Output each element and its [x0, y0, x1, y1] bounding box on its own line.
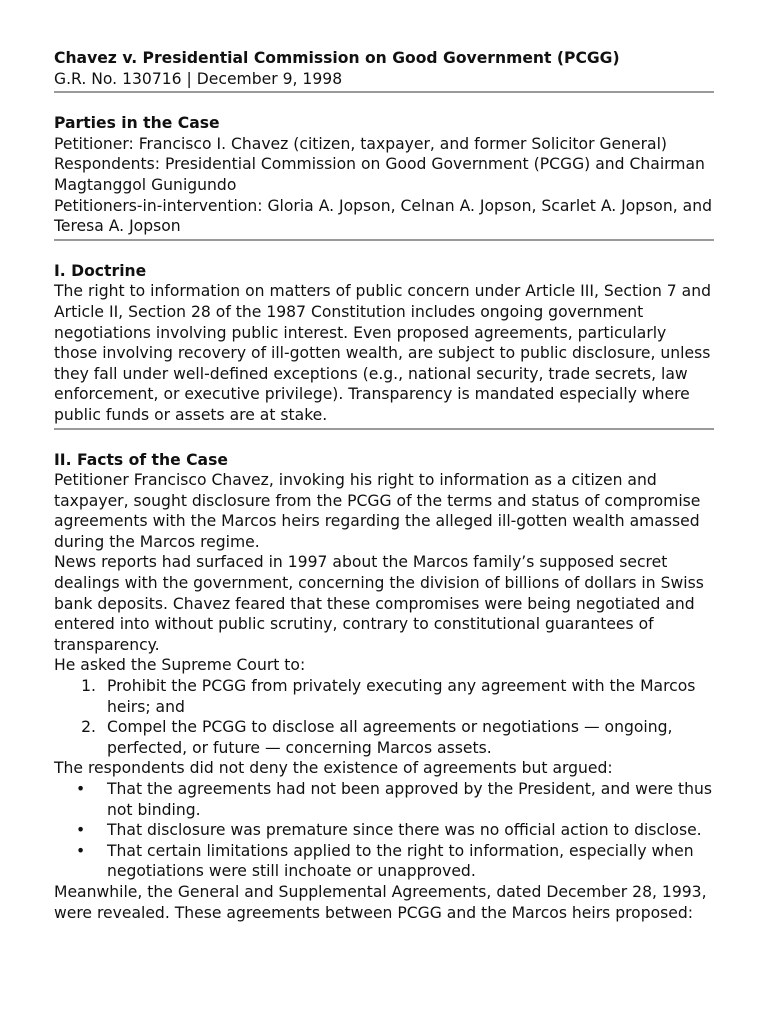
facts-section	[54, 450, 714, 924]
list-item-text: That disclosure was premature since there was no official action to disclose.	[107, 821, 702, 840]
list-item	[54, 779, 714, 820]
document-header	[54, 48, 714, 93]
respondents-line: Respondents: Presidential Commission on Good Government (PCGG) and Chairman Magtanggol Gunigundo	[54, 155, 705, 194]
list-item	[54, 676, 714, 717]
facts-paragraph: News reports had surfaced in 1997 about the Marcos family’s supposed secret dealings with the government, concerning the division of billions of dollars in Swiss bank deposits. Chavez feared that these compromises were being negotiated and entered into without public scrutiny, contrary to constitutional guarantees of transparency.	[54, 553, 704, 654]
facts-paragraph: Petitioner Francisco Chavez, invoking his right to information as a citizen and taxpayer, sought disclosure from the PCGG of the terms and status of compromise agreements with the Marcos heirs regarding the alleged ill-gotten wealth amassed during the Marcos regime.	[54, 471, 701, 551]
case-citation: G.R. No. 130716 | December 9, 1998	[54, 69, 343, 88]
list-item	[54, 820, 714, 841]
divider	[54, 91, 714, 93]
case-title: Chavez v. Presidential Commission on Good Government (PCGG)	[54, 49, 620, 67]
doctrine-text: The right to information on matters of public concern under Article III, Section 7 and Article II, Section 28 of the 1987 Constitution includes ongoing government negotiations involving public interest. Even proposed agreements, particularly those involving recovery of ill-gotten wealth, are subject to public disclosure, unless they fall under well-defined exceptions (e.g., national security, trade secrets, law enforcement, or executive privilege). Transparency is mandated especially where public funds or assets are at stake.	[54, 282, 711, 424]
bullet-marker: •	[76, 821, 86, 840]
parties-section	[54, 113, 714, 241]
list-marker: 2.	[81, 718, 96, 737]
facts-paragraph: Meanwhile, the General and Supplemental Agreements, dated December 28, 1993, were revealed. These agreements between PCGG and the Marcos heirs proposed:	[54, 882, 707, 922]
list-item-text: That the agreements had not been approved by the President, and were thus not binding.	[107, 780, 713, 819]
doctrine-section	[54, 261, 714, 430]
list-item	[54, 717, 714, 758]
arguments-list	[54, 779, 714, 882]
facts-paragraph: The respondents did not deny the existence of agreements but argued:	[54, 759, 613, 778]
requests-list	[54, 676, 714, 758]
list-item-text: That certain limitations applied to the right to information, especially when negotiations were still inchoate or unapproved.	[107, 841, 694, 881]
divider	[54, 239, 714, 241]
section-heading: II. Facts of the Case	[54, 450, 228, 469]
list-marker: 1.	[81, 677, 96, 696]
bullet-marker: •	[76, 841, 86, 860]
divider	[54, 428, 714, 430]
section-heading: Parties in the Case	[54, 114, 220, 133]
petitioner-line: Petitioner: Francisco I. Chavez (citizen, taxpayer, and former Solicitor General)	[54, 134, 667, 153]
bullet-marker: •	[76, 780, 86, 798]
intervenors-line: Petitioners-in-intervention: Gloria A. Jopson, Celnan A. Jopson, Scarlet A. Jopson, and Teresa A. Jopson	[54, 196, 712, 236]
list-item-text: Compel the PCGG to disclose all agreements or negotiations — ongoing, perfected, or future — concerning Marcos assets.	[107, 718, 673, 757]
list-item-text: Prohibit the PCGG from privately executing any agreement with the Marcos heirs; and	[107, 677, 696, 716]
list-item	[54, 841, 714, 882]
document-page	[54, 48, 714, 923]
section-heading: I. Doctrine	[54, 261, 147, 280]
facts-paragraph: He asked the Supreme Court to:	[54, 656, 306, 675]
